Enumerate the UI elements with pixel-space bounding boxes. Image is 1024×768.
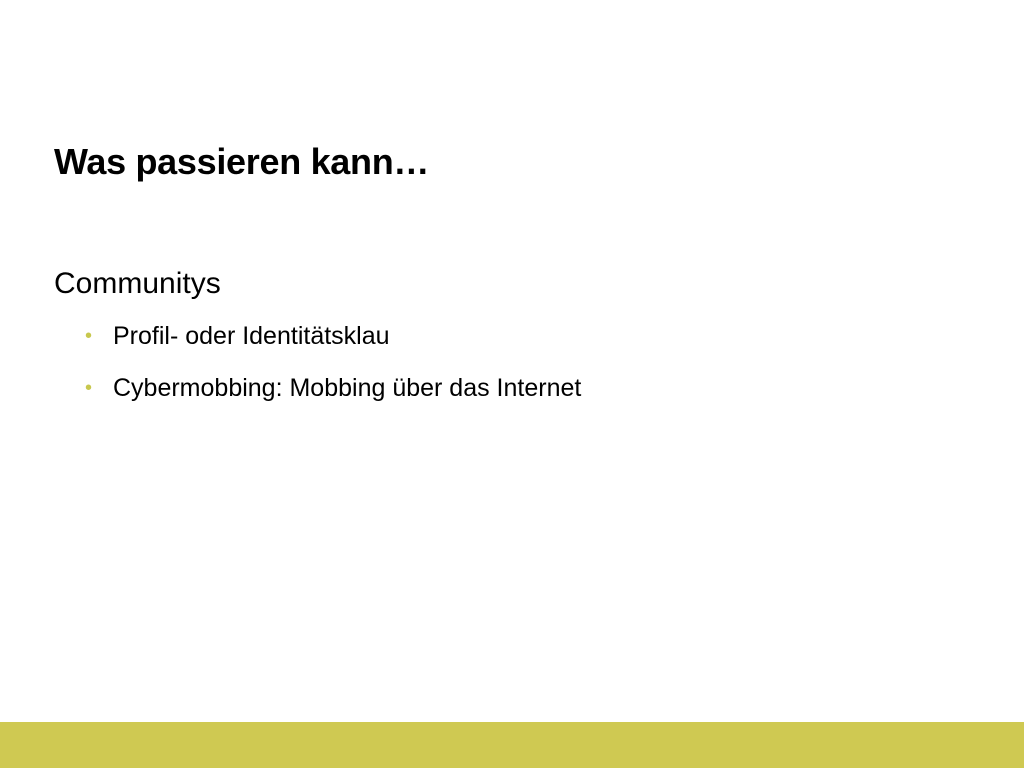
bullet-icon: • [85, 377, 93, 399]
bullet-icon: • [85, 325, 93, 347]
bullet-text: Cybermobbing: Mobbing über das Internet [113, 374, 582, 402]
bullet-text: Profil- oder Identitätsklau [113, 322, 390, 350]
bullet-item-identity-theft [85, 318, 954, 354]
section-heading: Communitys [54, 267, 221, 300]
bullet-list [54, 318, 954, 406]
footer-accent-bar [0, 722, 1024, 768]
bullet-item-cybermobbing [85, 370, 954, 406]
slide-content [54, 262, 954, 406]
slide-title: Was passieren kann… [54, 141, 430, 182]
